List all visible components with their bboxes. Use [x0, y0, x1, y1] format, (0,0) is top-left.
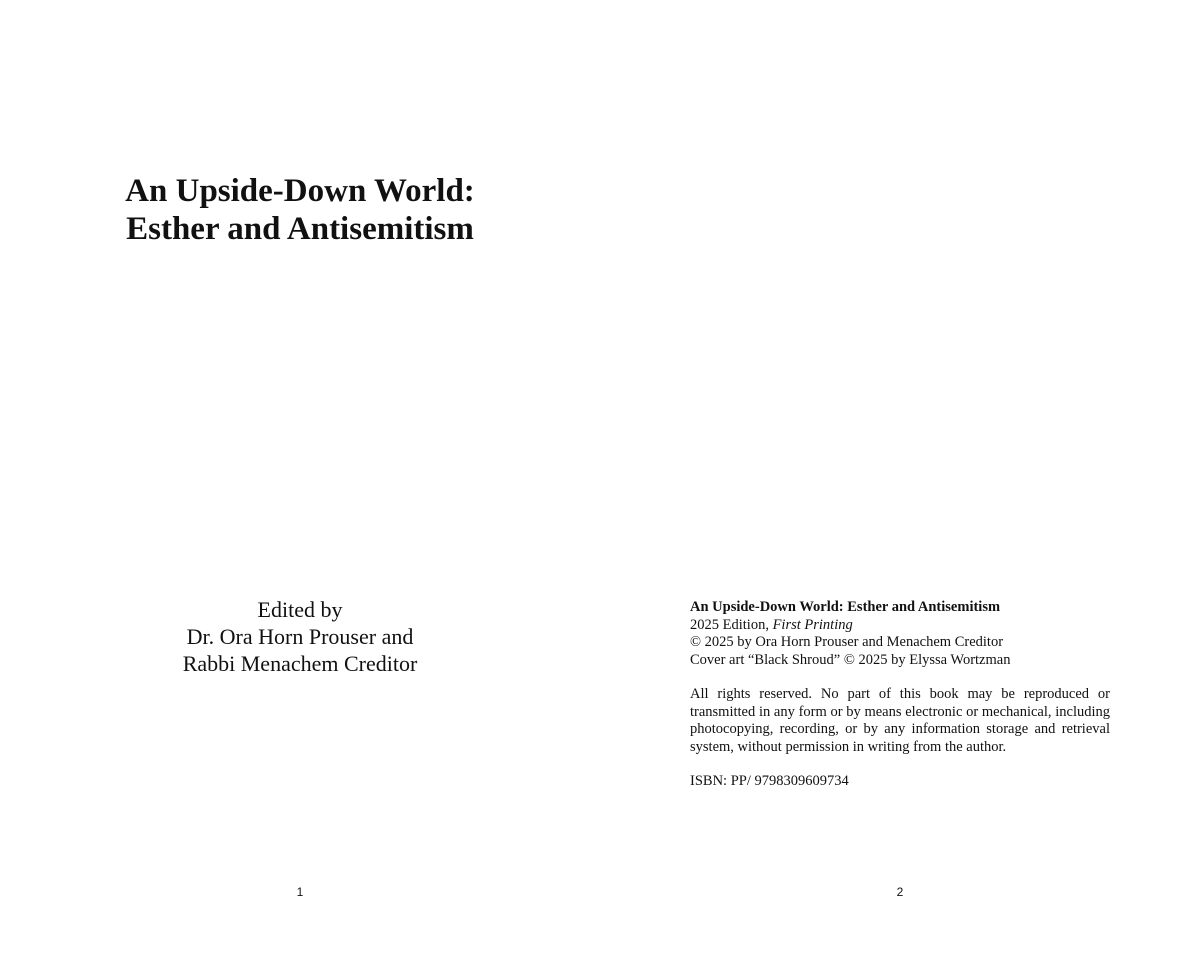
- editors-credit: [0, 596, 600, 677]
- isbn-line: ISBN: PP/ 9798309609734: [690, 773, 849, 789]
- editor-name-2: Rabbi Menachem Creditor: [182, 651, 418, 676]
- book-title-line-2: Esther and Antisemitism: [126, 211, 474, 247]
- edition-printing: First Printing: [772, 616, 853, 633]
- copyright-block: [690, 599, 1110, 791]
- page-number-left: 1: [296, 885, 304, 899]
- page-number-right: 2: [896, 885, 904, 899]
- right-page: [600, 0, 1200, 960]
- editor-name-1: Dr. Ora Horn Prouser and: [186, 624, 414, 649]
- rights-notice: All rights reserved. No part of this book may be reproduced or transmitted in any form or by means electronic or mechanical, including photocopying, recording, or by any information storage and retrieval system, without permission in writing from the author.: [690, 686, 1110, 755]
- book-title-line-1: An Upside-Down World:: [125, 173, 475, 209]
- book-title: [0, 172, 600, 248]
- edition-line: [690, 617, 1110, 635]
- edited-by-label: Edited by: [257, 597, 343, 622]
- copyright-line: © 2025 by Ora Horn Prouser and Menachem Creditor: [690, 634, 1004, 650]
- copyright-book-title: An Upside-Down World: Esther and Antisemitism: [690, 599, 1001, 615]
- cover-art-line: Cover art “Black Shroud” © 2025 by Elyssa Wortzman: [690, 651, 1011, 668]
- edition-prefix: 2025 Edition,: [690, 616, 773, 633]
